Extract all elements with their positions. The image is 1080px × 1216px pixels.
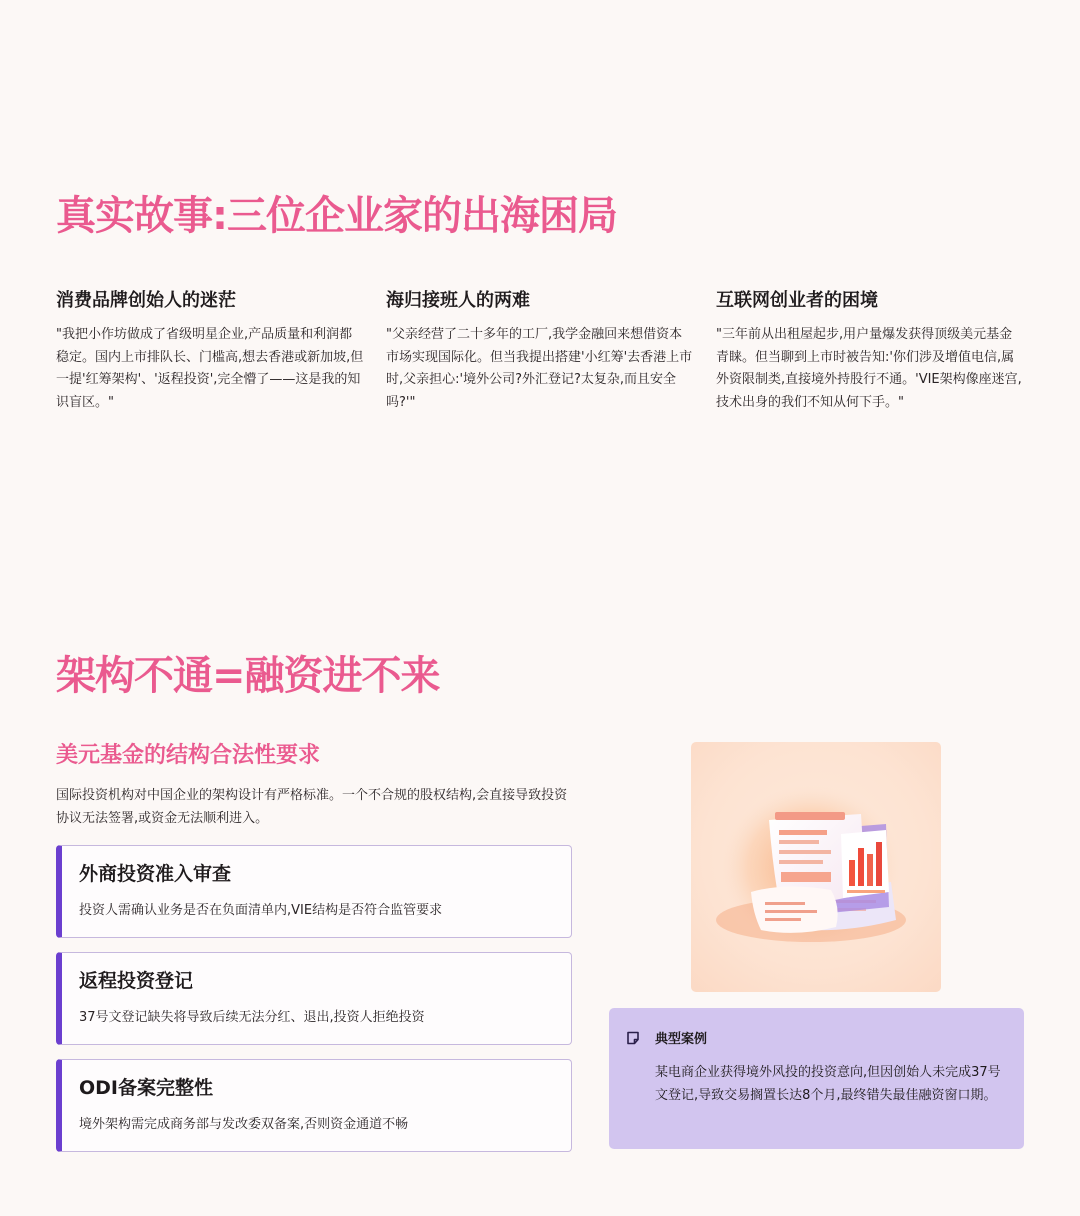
stories-grid (56, 286, 1026, 414)
story-quote: "三年前从出租屋起步,用户量爆发获得顶级美元基金青睐。但当聊到上市时被告知:'你们涉及增值电信,属外资限制类,直接境外持股行不通。'VIE架构像座迷宫,技术出身的我们不知从何下手。" (716, 327, 1022, 410)
stories-section-title: 真实故事:三位企业家的出海困局 (56, 193, 617, 239)
story-card (386, 286, 694, 414)
requirement-title: 返程投资登记 (79, 970, 194, 992)
requirement-title: ODI备案完整性 (79, 1077, 213, 1099)
requirements-intro-text: 国际投资机构对中国企业的架构设计有严格标准。一个不合规的股权结构,会直接导致投资协议无法签署,或资金无法顺利进入。 (56, 788, 568, 826)
story-title: 海归接班人的两难 (386, 290, 530, 311)
requirement-card-odi-filing (56, 1059, 572, 1152)
case-callout (609, 1008, 1024, 1149)
case-text: 某电商企业获得境外风投的投资意向,但因创始人未完成37号文登记,导致交易搁置长达8个月,最终错失最佳融资窗口期。 (655, 1065, 1001, 1103)
requirement-desc: 投资人需确认业务是否在负面清单内,VIE结构是否符合监管要求 (79, 903, 443, 918)
requirement-title: 外商投资准入审查 (79, 863, 232, 885)
documents-chart-illustration (691, 742, 941, 992)
requirement-desc: 37号文登记缺失将导致后续无法分红、退出,投资人拒绝投资 (79, 1010, 425, 1025)
requirement-card-access-review (56, 845, 572, 938)
requirements-intro (56, 738, 572, 830)
case-label: 典型案例 (655, 1032, 708, 1047)
requirement-desc: 境外架构需完成商务部与发改委双备案,否则资金通道不畅 (79, 1117, 409, 1132)
case-header (625, 1028, 1006, 1047)
note-icon (625, 1030, 641, 1046)
requirement-card-round-trip-registration (56, 952, 572, 1045)
story-quote: "我把小作坊做成了省级明星企业,产品质量和利润都稳定。国内上市排队长、门槛高,想去香港或新加坡,但一提'红筹架构'、'返程投资',完全懵了——这是我的知识盲区。" (56, 327, 364, 410)
architecture-section-title: 架构不通=融资进不来 (56, 653, 440, 699)
story-title: 消费品牌创始人的迷茫 (56, 290, 236, 311)
story-card (56, 286, 364, 414)
requirements-subtitle: 美元基金的结构合法性要求 (56, 743, 321, 768)
story-quote: "父亲经营了二十多年的工厂,我学金融回来想借资本市场实现国际化。但当我提出搭建'小红筹'去香港上市时,父亲担心:'境外公司?外汇登记?太复杂,而且安全吗?'" (386, 327, 693, 410)
story-title: 互联网创业者的困境 (716, 290, 878, 311)
story-card (716, 286, 1024, 414)
documents-chart-icon (691, 742, 941, 992)
